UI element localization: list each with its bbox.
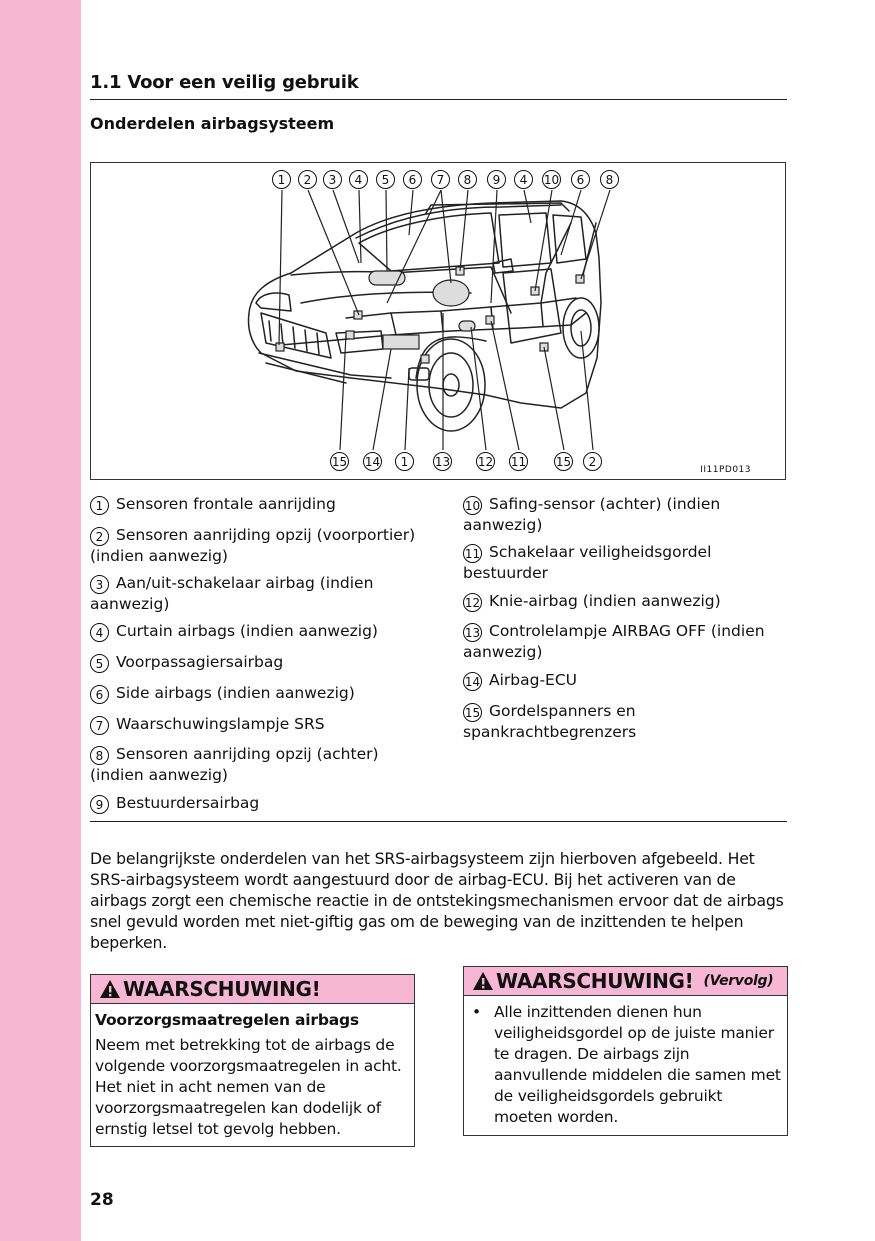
callout-bottom-12: 12 [476,452,495,471]
legend-item [90,744,420,785]
legend-divider [90,821,787,822]
warning-body [91,1004,414,1144]
callout-top-8: 8 [458,170,477,189]
legend-text: Aan/uit-schakelaar airbag (indien aanwezig) [90,574,374,613]
warning-subtitle: Voorzorgsmaatregelen airbags [95,1011,359,1029]
callout-bottom-2: 2 [583,452,602,471]
legend-item [90,652,420,673]
callout-bottom-15b: 15 [554,452,573,471]
legend-text: Safing-sensor (achter) (indien aanwezig) [463,495,721,534]
legend-text: Sensoren aanrijding opzij (achter) (indien aanwezig) [90,745,379,784]
warning-body [464,996,787,1132]
callout-top-9: 9 [487,170,506,189]
legend-number: 15 [463,703,482,722]
legend-number: 8 [90,746,109,765]
page-number: 28 [90,1190,114,1210]
legend-item [90,525,420,566]
callout-top-3: 3 [323,170,342,189]
legend-item [90,793,420,814]
airbag-system-figure [90,162,786,480]
callout-top-7: 7 [431,170,450,189]
section-title: 1.1 Voor een veilig gebruik [90,72,359,93]
legend-number: 10 [463,496,482,515]
title-divider [90,99,787,100]
callout-bottom-15: 15 [330,452,349,471]
callout-bottom-1: 1 [395,452,414,471]
warning-triangle-icon [472,971,494,991]
legend-item [90,621,420,642]
legend-number: 12 [463,593,482,612]
legend-number: 9 [90,795,109,814]
callout-top-4b: 4 [514,170,533,189]
warning-triangle-icon [99,979,121,999]
legend-item [90,714,420,735]
intro-paragraph: De belangrijkste onderdelen van het SRS-airbagsysteem zijn hierboven afgebeeld. Het SRS-airbagsysteem wordt aangestuurd door de airbag-ECU. Bij het activeren van de airbags zorgt een chemische reactie in de ontstekingsmechanismen ervoor dat de airbags snel gevuld worden met niet-giftig gas om de beweging van de inzittenden te helpen beperken. [90,849,784,952]
callout-top-1: 1 [272,170,291,189]
legend-text: Controlelampje AIRBAG OFF (indien aanwezig) [463,622,765,661]
legend-text: Side airbags (indien aanwezig) [116,684,355,702]
legend-number: 4 [90,623,109,642]
callout-top-10: 10 [542,170,561,189]
legend-item [90,683,420,704]
warning-box-left [90,974,415,1147]
warning-box-right [463,966,788,1136]
warning-header [91,975,414,1004]
legend-item [463,670,793,691]
legend-item [463,701,793,742]
legend-item [90,573,420,614]
warning-title: WAARSCHUWING! [123,977,321,1001]
legend-number: 2 [90,527,109,546]
legend-item [463,494,793,535]
warning-title: WAARSCHUWING! [496,969,694,993]
callout-top-5: 5 [376,170,395,189]
legend-text: Sensoren frontale aanrijding [116,495,336,513]
legend-item [463,591,793,612]
legend-text: Voorpassagiersairbag [116,653,284,671]
legend-number: 11 [463,544,482,563]
legend-text: Curtain airbags (indien aanwezig) [116,622,378,640]
callout-top-8b: 8 [600,170,619,189]
callout-bottom-14: 14 [363,452,382,471]
warning-text: Neem met betrekking tot de airbags de volgende voorzorgsmaatregelen in acht. Het niet in acht nemen van de voorzorgsmaatregelen kan dodelijk of ernstig letsel tot gevolg hebben. [95,1036,402,1138]
legend-number: 7 [90,716,109,735]
legend-item [463,542,793,583]
car-diagram [91,163,785,479]
legend-text: Bestuurdersairbag [116,794,260,812]
legend-item [90,494,420,515]
legend-number: 1 [90,496,109,515]
callout-bottom-11: 11 [509,452,528,471]
callout-top-6: 6 [403,170,422,189]
legend-text: Airbag-ECU [489,671,578,689]
legend-number: 6 [90,685,109,704]
bullet-dot-icon: • [472,1003,481,1021]
legend-number: 14 [463,672,482,691]
legend-text: Schakelaar veiligheidsgordel bestuurder [463,543,712,582]
callout-bottom-13: 13 [433,452,452,471]
figure-code: II11PD013 [700,465,751,475]
legend-text: Waarschuwingslampje SRS [116,715,325,733]
callout-top-2: 2 [298,170,317,189]
legend-number: 13 [463,623,482,642]
callout-top-4: 4 [349,170,368,189]
callout-top-6b: 6 [571,170,590,189]
warning-bullet [468,1002,781,1128]
warning-bullet-text: Alle inzittenden dienen hun veiligheidsgordel op de juiste manier te dragen. De airbags zijn aanvullende middelen die samen met de veiligheidsgordels gebruikt moeten worden. [494,1003,781,1126]
legend-text: Gordelspanners en spankrachtbegrenzers [463,702,637,741]
legend-number: 5 [90,654,109,673]
legend-item [463,621,793,662]
legend-text: Sensoren aanrijding opzij (voorportier) (indien aanwezig) [90,526,416,565]
legend-number: 3 [90,575,109,594]
warning-header [464,967,787,996]
subsection-title: Onderdelen airbagsysteem [90,114,335,133]
warning-continued-label: (Vervolg) [703,973,774,989]
page-margin-bar [0,0,81,1241]
legend-text: Knie-airbag (indien aanwezig) [489,592,721,610]
